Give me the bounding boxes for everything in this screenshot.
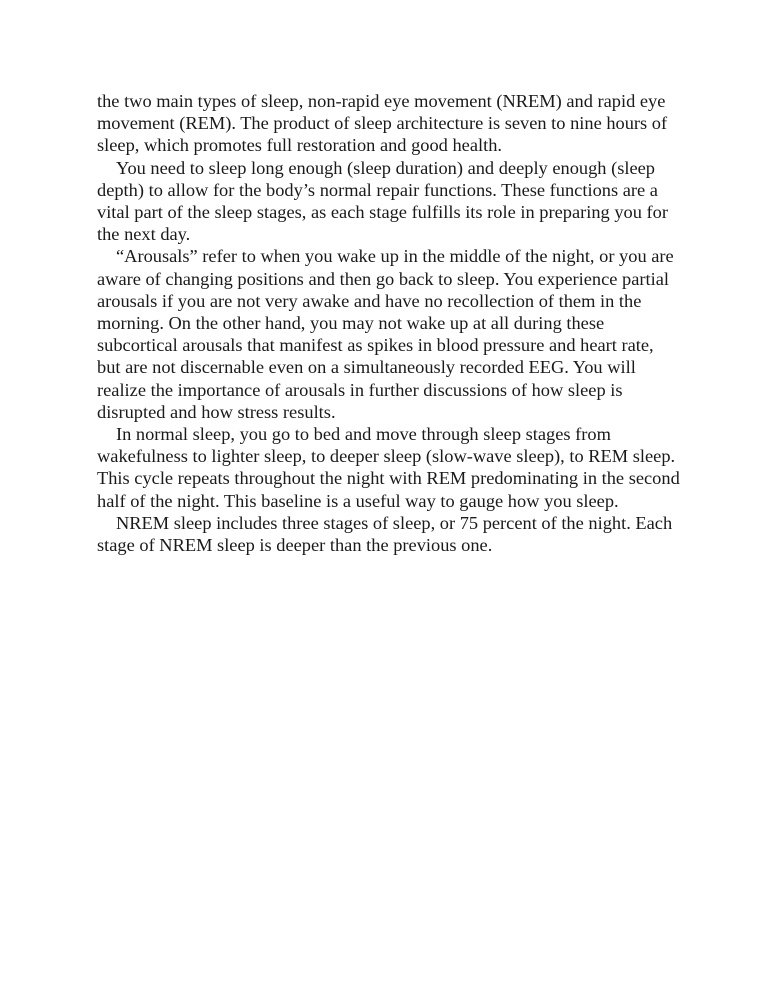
paragraph-nrem-sleep: NREM sleep includes three stages of sleep, or 75 percent of the night. Each stage of NREM sleep is deeper than the previous one. [97,512,673,556]
paragraph-arousals: “Arousals” refer to when you wake up in the middle of the night, or you are aware of changing positions and then go back to sleep. You experience partial arousals if you are not very awake and have no recollection of them in the morning. On the other hand, you may not wake up at all during these subcortical arousals that manifest as spikes in blood pressure and heart rate, but are not discernable even on a simultaneously recorded EEG. You will realize the importance of arousals in further discussions of how sleep is disrupted and how stress results. [97,246,674,422]
paragraph-normal-sleep: In normal sleep, you go to bed and move through sleep stages from wakefulness to lighter sleep, to deeper sleep (slow-wave sleep), to REM sleep. This cycle repeats throughout the night with REM predominating in the second half of the night. This baseline is a useful way to gauge how you sleep. [97,424,680,511]
paragraph-sleep-duration: You need to sleep long enough (sleep duration) and deeply enough (sleep depth) to allow for the body’s normal repair functions. These functions are a vital part of the sleep stages, as each stage fulfills its role in preparing you for the next day. [97,157,668,245]
paragraph-continuation: the two main types of sleep, non-rapid eye movement (NREM) and rapid eye movement (REM). The product of sleep architecture is seven to nine hours of sleep, which promotes full restoration and good health. [97,91,668,156]
body-text [97,90,680,556]
